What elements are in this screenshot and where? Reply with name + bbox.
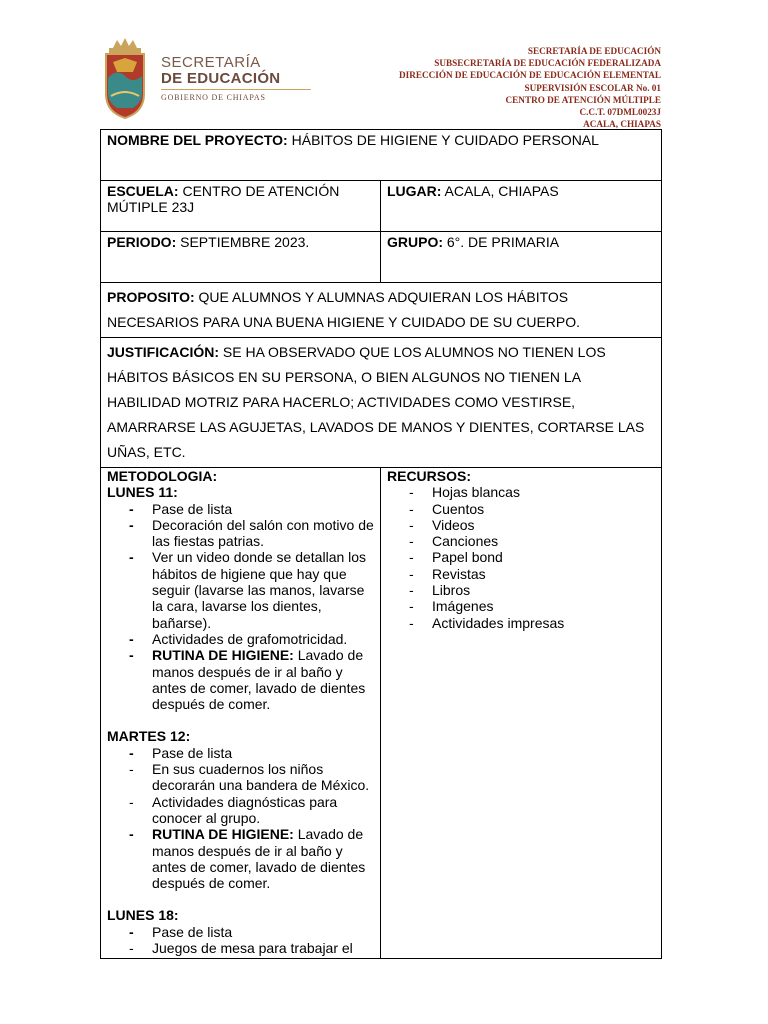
logo-gobierno: GOBIERNO DE CHIAPAS xyxy=(161,93,266,102)
resources-list xyxy=(387,484,655,631)
resource-text: Actividades impresas xyxy=(432,614,565,631)
activity-text: Lavado de manos después de ir al baño y antes de comer, lavado de dientes después de comer. xyxy=(152,647,366,713)
activity-item xyxy=(107,745,374,761)
activity-item xyxy=(107,826,374,891)
resource-item xyxy=(387,598,655,614)
field-label: JUSTIFICACIÓN: xyxy=(107,344,219,360)
activity-item xyxy=(107,549,374,630)
field-label: GRUPO: xyxy=(387,234,443,250)
day-activity-list xyxy=(107,745,374,892)
activity-text: Pase de lista xyxy=(152,744,233,761)
header-line: C.C.T. 07DML0023J xyxy=(579,107,661,118)
activity-text: Pase de lista xyxy=(152,923,233,940)
bullet-marker: - xyxy=(129,793,134,810)
field-label: PROPOSITO: xyxy=(107,289,195,305)
activity-text: En sus cuadernos los niños decorarán una bandera de México. xyxy=(152,761,370,794)
day-gap xyxy=(107,891,374,907)
activity-text: Actividades de grafomotricidad. xyxy=(152,630,348,647)
activity-text: Ver un video donde se detallan los hábitos de higiene que hay que seguir (lavarse las manos, lavarse la cara, lavarse los dientes, bañarse). xyxy=(152,549,367,631)
resource-item xyxy=(387,501,655,517)
day-title: LUNES 11: xyxy=(107,484,178,501)
field-value: QUE ALUMNOS Y ALUMNAS ADQUIERAN LOS HÁBITOS NECESARIOS PARA UNA BUENA HIGIENE Y CUIDADO DE SU CUERPO. xyxy=(107,289,581,330)
field-value: SEPTIEMBRE 2023. xyxy=(176,234,310,250)
field-label: PERIODO: xyxy=(107,234,177,250)
bullet-marker: - xyxy=(129,940,134,957)
field-value: SE HA OBSERVADO QUE LOS ALUMNOS NO TIENEN LOS HÁBITOS BÁSICOS EN SU PERSONA, O BIEN ALGUNOS NO TIENEN LA HABILIDAD MOTRIZ PARA HACERLO; ACTIVIDADES COMO VESTIRSE, AMARRARSE LAS AGUJETAS, LAVADOS DE MANOS Y DIENTES, CORTARSE LAS UÑAS, ETC. xyxy=(107,344,645,460)
bullet-marker: - xyxy=(129,500,134,517)
logo xyxy=(103,38,283,124)
day-activity-list xyxy=(107,924,374,957)
bullet-marker: - xyxy=(409,565,414,582)
field-value: ACALA, CHIAPAS xyxy=(441,183,559,199)
activity-bold-label: RUTINA DE HIGIENE: xyxy=(152,826,294,843)
period-cell xyxy=(101,232,381,283)
methodology-days xyxy=(107,484,374,956)
chiapas-crest-icon xyxy=(103,38,147,120)
bullet-marker: - xyxy=(409,484,414,501)
resource-text: Cuentos xyxy=(432,500,485,517)
activity-text: Lavado de manos después de ir al baño y antes de comer, lavado de dientes después de comer. xyxy=(152,826,366,892)
header-line: SUBSECRETARÍA DE EDUCACIÓN FEDERALIZADA xyxy=(434,58,661,69)
activity-text: Decoración del salón con motivo de las fiestas patrias. xyxy=(152,516,374,550)
bullet-marker: - xyxy=(129,516,134,533)
logo-secretaria: SECRETARÍA xyxy=(161,54,261,71)
activity-item xyxy=(107,924,374,940)
day-gap xyxy=(107,712,374,728)
day-activity-list xyxy=(107,501,374,713)
resources-title: RECURSOS: xyxy=(387,468,472,484)
resource-item xyxy=(387,566,655,582)
resource-item xyxy=(387,517,655,533)
header-line: ACALA, CHIAPAS xyxy=(583,119,661,130)
activity-item xyxy=(107,647,374,712)
logo-de-educacion: DE EDUCACIÓN xyxy=(161,70,281,87)
logo-divider xyxy=(161,89,311,90)
resource-item xyxy=(387,484,655,500)
activity-text: Actividades diagnósticas para conocer al grupo. xyxy=(152,793,338,826)
day-title: LUNES 18: xyxy=(107,907,179,924)
bullet-marker: - xyxy=(129,647,134,664)
activity-item xyxy=(107,761,374,794)
place-cell xyxy=(381,181,662,232)
resource-item xyxy=(387,533,655,549)
bullet-marker: - xyxy=(409,549,414,566)
bullet-marker: - xyxy=(409,500,414,517)
resource-item xyxy=(387,582,655,598)
header-line: SECRETARÍA DE EDUCACIÓN xyxy=(527,46,661,56)
field-value: CENTRO DE ATENCIÓN MÚTIPLE 23J xyxy=(107,183,340,215)
bullet-marker: - xyxy=(129,744,134,761)
field-label: LUGAR: xyxy=(387,183,442,199)
activity-bold-label: RUTINA DE HIGIENE: xyxy=(152,647,294,664)
field-label: NOMBRE DEL PROYECTO: xyxy=(107,132,288,148)
bullet-marker: - xyxy=(129,923,134,940)
resource-item xyxy=(387,549,655,565)
project-table xyxy=(100,129,662,959)
header-line: DIRECCIÓN DE EDUCACIÓN DE EDUCACIÓN ELEMENTAL xyxy=(399,70,661,81)
institution-header xyxy=(399,45,661,130)
activity-item xyxy=(107,940,374,956)
bullet-marker: - xyxy=(129,549,134,566)
field-label: ESCUELA: xyxy=(107,183,179,199)
bullet-marker: - xyxy=(129,826,134,843)
project-name-cell xyxy=(101,130,662,181)
header-line: CENTRO DE ATENCIÓN MÚLTIPLE xyxy=(505,94,661,105)
justification-cell xyxy=(101,338,662,468)
bullet-marker: - xyxy=(129,761,134,778)
field-value: 6°. DE PRIMARIA xyxy=(443,234,560,250)
methodology-title: METODOLOGIA: xyxy=(107,468,218,484)
bullet-marker: - xyxy=(409,582,414,599)
activity-text: Pase de lista xyxy=(152,500,233,517)
activity-text: Juegos de mesa para trabajar el xyxy=(152,940,353,957)
bullet-marker: - xyxy=(409,598,414,615)
activity-item xyxy=(107,501,374,517)
resource-text: Hojas blancas xyxy=(432,484,520,501)
activity-item xyxy=(107,794,374,827)
resource-text: Canciones xyxy=(432,533,499,550)
field-value: HÁBITOS DE HIGIENE Y CUIDADO PERSONAL xyxy=(287,132,599,148)
methodology-cell xyxy=(101,468,381,959)
resource-text: Libros xyxy=(432,582,471,599)
resource-text: Imágenes xyxy=(432,598,494,615)
bullet-marker: - xyxy=(409,533,414,550)
purpose-cell xyxy=(101,283,662,338)
resource-text: Papel bond xyxy=(432,549,503,566)
bullet-marker: - xyxy=(409,516,414,533)
resource-text: Videos xyxy=(432,516,475,533)
activity-item xyxy=(107,631,374,647)
bullet-marker: - xyxy=(409,614,414,631)
resource-item xyxy=(387,615,655,631)
group-cell xyxy=(381,232,662,283)
activity-item xyxy=(107,517,374,550)
header-line: SUPERVISIÓN ESCOLAR No. 01 xyxy=(524,82,661,93)
bullet-marker: - xyxy=(129,630,134,647)
resource-text: Revistas xyxy=(432,565,486,582)
day-title: MARTES 12: xyxy=(107,728,191,745)
school-cell xyxy=(101,181,381,232)
resources-cell xyxy=(381,468,662,959)
